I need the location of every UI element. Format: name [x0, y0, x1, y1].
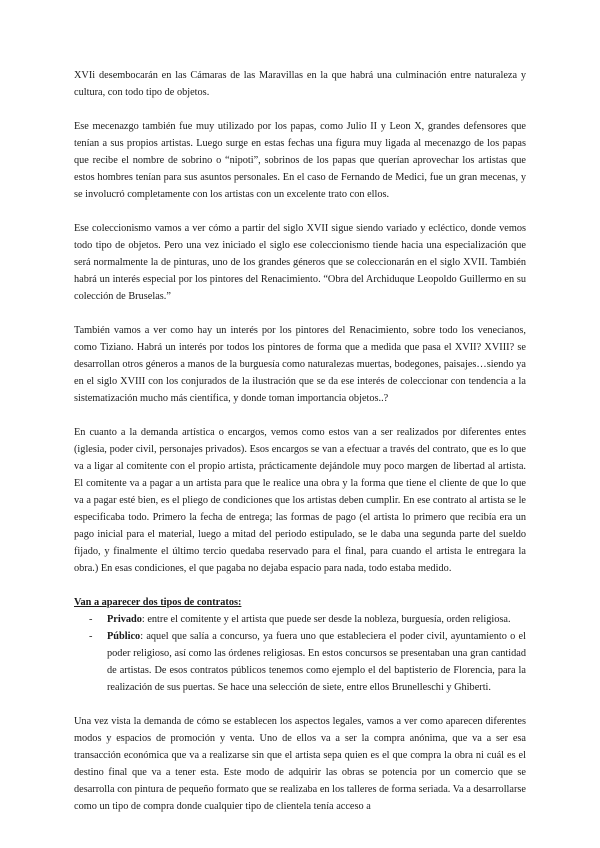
paragraph-coleccionismo-xvii: Ese coleccionismo vamos a ver cómo a partir del siglo XVII sigue siendo variado y ecléctico, donde vemos todo tipo de objetos. Pero una vez iniciado el siglo ese coleccionismo tiende hacia una especialización que será normalmente la de pinturas, uno de los grandes géneros que se coleccionarán en el siglo XVII. También habrá un interés especial por los pintores del Renacimiento. “Obra del Archiduque Leopoldo Guillermo en su colección de Bruselas.” — [74, 223, 526, 302]
section-title-contratos: Van a aparecer dos tipos de contratos: — [74, 597, 242, 608]
list-term-publico: Público — [107, 631, 141, 642]
list-item-privado — [74, 611, 526, 628]
paragraph-demanda-artistica: En cuanto a la demanda artística o encargos, vemos como estos van a ser realizados por diferentes entes (iglesia, poder civil, personajes privados). Esos encargos se van a efectuar a través del contrato, que es lo que va a ligar al comitente con el propio artista, prácticamente dejándole muy poco margen de libertad al artista. El comitente va a pagar a un artista para que le realice una obra y la forma que tiene el cliente de que lo que va a pagar esté bien, es el pliego de condiciones que los artistas deben cumplir. En ese contrato al artista se le especificaba todo. Primero la fecha de entrega; las formas de pago (el artista lo primero que recibía era un pago inicial para el material, luego a mitad del periodo estipulado, se le daba una segunda parte del sueldo fijado, y finalmente el último tercio quedaba reservado para el final, para cuando el artista le entregara la obra.) En esas condiciones, el que pagaba no dejaba espacio para nada, todo estaba medido. — [74, 427, 526, 574]
paragraph-pintores-renacimiento: También vamos a ver como hay un interés por los pintores del Renacimiento, sobre todo los venecianos, como Tiziano. Habrá un interés por todos los pintores de forma que a medida que pasa el XVII? XVIII? se desarrollan otros géneros a manos de la burguesía como naturalezas muertas, bodegones, paisajes…siendo ya en el siglo XVIII con los conjurados de la ilustración que se da ese interés de coleccionar con tendencia a la sistematización mucho más científica, y donde toman importancia objetos..? — [74, 325, 526, 404]
list-term-privado: Privado — [107, 614, 142, 625]
paragraph-camaras-maravillas: XVIi desembocarán en las Cámaras de las Maravillas en la que habrá una culminación entre naturaleza y cultura, con todo tipo de objetos. — [74, 70, 526, 98]
list-item-publico — [74, 628, 526, 696]
list-text-publico: : aquel que salía a concurso, ya fuera uno que estableciera el poder civil, ayuntamiento o el poder religioso, así como las órdenes religiosas. En estos concursos se presentaban una gran cantidad de artistas. De esos contratos públicos tenemos como ejemplo el del baptisterio de Florencia, para la realización de sus puertas. Se hace una selección de siete, entre ellos Brunelleschi y Ghiberti. — [107, 631, 526, 693]
paragraph-mecenazgo-papas: Ese mecenazgo también fue muy utilizado por los papas, como Julio II y Leon X, grandes defensores que tenían a sus propios artistas. Luego surge en estas fechas una figura muy ligada al mecenazgo de los papas que recibe el nombre de sobrino o “nipoti”, sobrinos de los papas que querían aprovechar los artistas que estos hombres tenían para sus asuntos personales. En el caso de Fernando de Medici, fue un gran mecenas, y se involucró completamente con los artistas con un excelente trato con ellos. — [74, 121, 526, 200]
contract-types-list — [74, 611, 526, 696]
list-dash: - — [89, 631, 93, 642]
paragraph-modos-promocion: Una vez vista la demanda de cómo se establecen los aspectos legales, vamos a ver como aparecen diferentes modos y espacios de promoción y venta. Uno de ellos va a ser la compra anónima, que va a ser esa transacción económica que va a realizarse sin que el artista sepa quien es el que compra la obra ni cuál es el destino final que va a tener esta. Este modo de adquirir las obras se potencia por un comercio que se desarrolla con pintura de pequeño formato que se realizaba en los talleres de forma seriada. Va a desarrollarse como un tipo de compra donde cualquier tipo de clientela tenía acceso a — [74, 716, 526, 812]
list-text-privado: : entre el comitente y el artista que puede ser desde la nobleza, burguesía, orden religiosa. — [141, 614, 511, 625]
list-dash: - — [89, 614, 93, 625]
